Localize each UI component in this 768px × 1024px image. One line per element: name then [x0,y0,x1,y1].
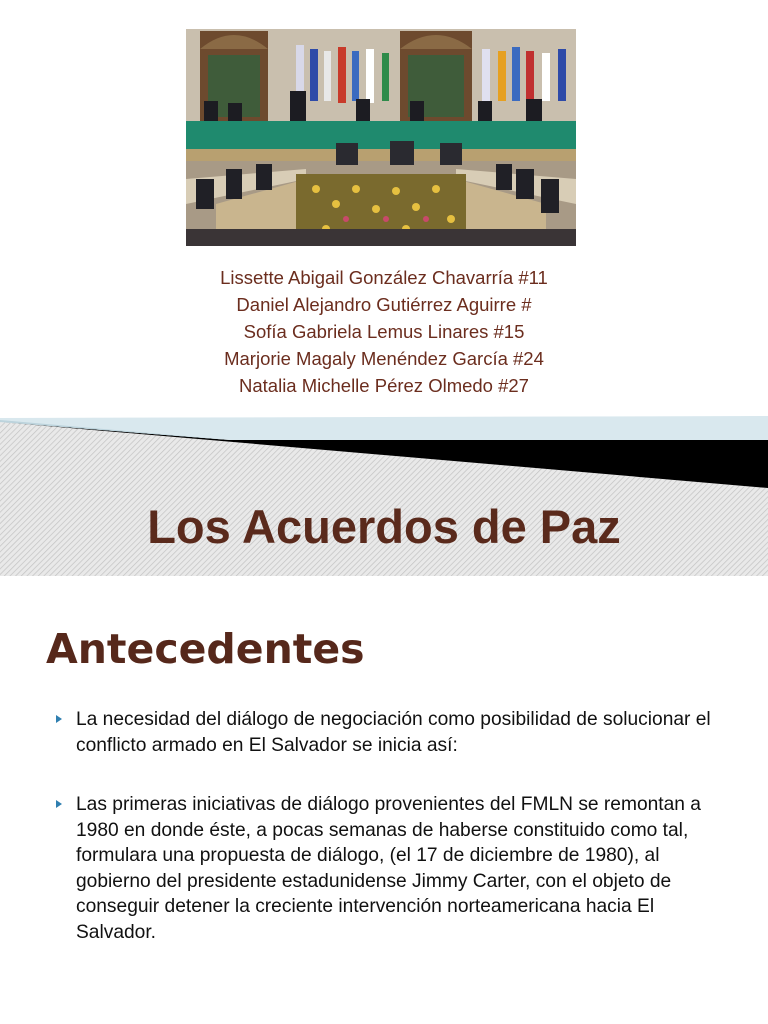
author-name: Lissette Abigail González Chavarría #11 [220,267,548,288]
slide-title: Los Acuerdos de Paz [147,500,621,553]
content-slide [0,576,768,1024]
peace-signing-photo [186,29,576,246]
author-name: Daniel Alejandro Gutiérrez Aguirre # [236,294,532,315]
author-name: Sofía Gabriela Lemus Linares #15 [243,321,525,342]
photo-illustration [186,29,576,246]
author-name: Natalia Michelle Pérez Olmedo #27 [239,375,529,396]
bullet-arrow-icon [56,715,62,723]
bullet-arrow-icon [56,800,62,808]
bullet-text: Las primeras iniciativas de diálogo provenientes del FMLN se remontan a 1980 en donde éste, a pocas semanas de haberse constituido como tal, formulara una propuesta de diálogo, (el 17 de diciembre de 1980), al gobierno del presidente estadunidense Jimmy Carter, con el objeto de conseguir detener la creciente intervención norteamericana hacia El Salvador. [76,794,701,943]
bullet-item [56,792,736,945]
author-list [0,264,768,399]
section-heading: Antecedentes [46,625,365,673]
bullet-item [56,707,736,758]
author-name: Marjorie Magaly Menéndez García #24 [224,348,544,369]
bullet-text: La necesidad del diálogo de negociación como posibilidad de solucionar el conflicto armado en El Salvador se inicia así: [76,709,711,756]
